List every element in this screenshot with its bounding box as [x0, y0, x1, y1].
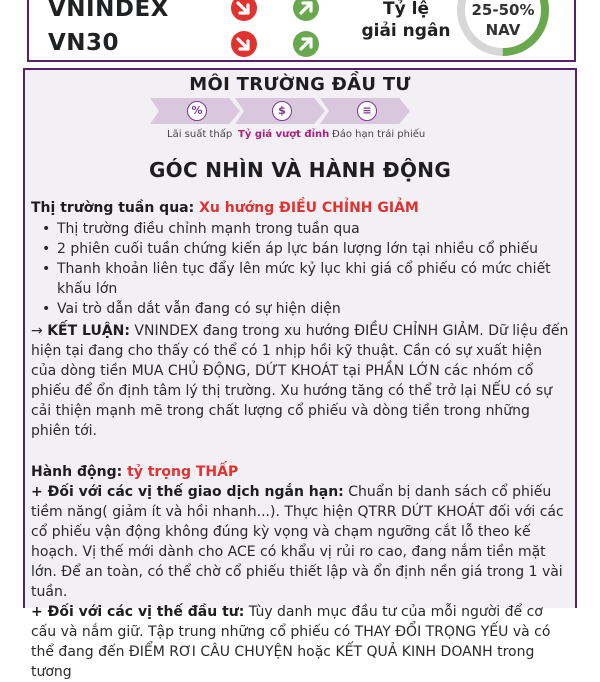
action-heading — [31, 462, 571, 482]
invest-paragraph — [31, 602, 571, 682]
arrow-up-icon — [292, 0, 320, 22]
conclusion-text: VNINDEX đang trong xu hướng ĐIỀU CHỈNH GIẢM. Dữ liệu đến hiện tại đang cho thấy có thể có 1 nhịp hồi kỹ thuật. Cần có sự xuất hiện của dòng tiền MUA CHỦ ĐỘNG, DỨT KHOÁT tại PHẦN LỚN các nhóm cổ phiếu để ổn định tâm lý thị trường. Xu hướng tăng có thể trở lại NẾU có sự cải thiện mạnh mẽ trong chất lượng cổ phiếu và dòng tiền trong những phiên tới. — [31, 323, 569, 439]
step-label-interest: Lãi suất thấp — [167, 129, 233, 140]
percent-icon: % — [187, 101, 207, 121]
ratio-label-line1: Tỷ lệ — [383, 0, 429, 19]
disbursement-ratio-label — [356, 0, 456, 42]
list-item: • Thanh khoản liên tục đẩy lên mức kỷ lục khi giá cổ phiếu có mức chiết khấu lớn — [39, 259, 571, 299]
view-content — [31, 198, 571, 682]
action-value: tỷ trọng THẤP — [127, 464, 239, 480]
gauge-value — [455, 0, 551, 40]
arrow-down-icon — [230, 30, 258, 58]
view-title: GÓC NHÌN VÀ HÀNH ĐỘNG — [148, 158, 452, 182]
market-label: Thị trường tuần qua: — [31, 200, 200, 216]
dollar-icon: $ — [272, 101, 292, 121]
market-heading — [31, 198, 571, 218]
short-term-label: + Đối với các vị thế giao dịch ngắn hạn: — [31, 484, 344, 500]
action-label: Hành động: — [31, 464, 128, 480]
list-item: • Thị trường điều chỉnh mạnh trong tuần qua — [39, 219, 571, 239]
conclusion — [31, 321, 571, 441]
step-label-bonds: Đáo hạn trái phiếu — [332, 129, 426, 140]
ratio-label-line2: giải ngân — [361, 21, 451, 41]
market-bullets — [39, 219, 571, 319]
list-item: • 2 phiên cuối tuần chứng kiến áp lực bán lượng lớn tại nhiều cổ phiếu — [39, 239, 571, 259]
arrow-down-icon — [230, 0, 258, 22]
list-item: • Vai trò dẫn dắt vẫn đang có sự hiện diện — [39, 299, 571, 319]
index-name-vn30: VN30 — [48, 30, 120, 56]
invest-text: Tùy danh mục đầu tư của mỗi người để cơ cấu và nắm giữ. Tập trung những cổ phiếu có THAY ĐỔI TRỌNG YẾU và có thể đang đến ĐIỂM RƠI CÂU CHUYỆN hoặc KẾT QUẢ KINH DOANH trong tương — [31, 604, 551, 680]
gauge-value-line2: NAV — [485, 21, 521, 39]
index-name-vnindex: VNINDEX — [48, 0, 169, 22]
summary-strip — [0, 0, 600, 60]
short-term-text: Chuẩn bị danh sách cổ phiếu tiềm năng( giảm ít và hồi nhanh...). Thực hiện QTRR DỨT KHOÁT đối với các cổ phiếu vận động không đúng kỳ vọng và chạm ngưỡng cắt lỗ theo kế hoạch. Vị thế mới dành cho ACE có khẩu vị rủi ro cao, đang nắm tiền mặt lớn. Để an toàn, có thể chờ cổ phiếu thiết lập và ổn định nền giá trong 1 vài tuần. — [31, 484, 564, 600]
market-trend: Xu hướng ĐIỀU CHỈNH GIẢM — [199, 200, 419, 216]
invest-label: + Đối với các vị thế đầu tư: — [31, 604, 245, 620]
document-icon: ≡ — [357, 101, 377, 121]
short-term-paragraph — [31, 482, 571, 602]
gauge-value-line1: 25-50% — [471, 1, 535, 19]
conclusion-label: KẾT LUẬN: — [47, 323, 130, 339]
arrow-up-icon — [292, 30, 320, 58]
environment-title: MÔI TRƯỜNG ĐẦU TƯ — [189, 74, 411, 95]
step-label-exchange: Tỷ giá vượt đỉnh — [238, 129, 330, 140]
arrow-right-icon: → — [31, 323, 48, 339]
